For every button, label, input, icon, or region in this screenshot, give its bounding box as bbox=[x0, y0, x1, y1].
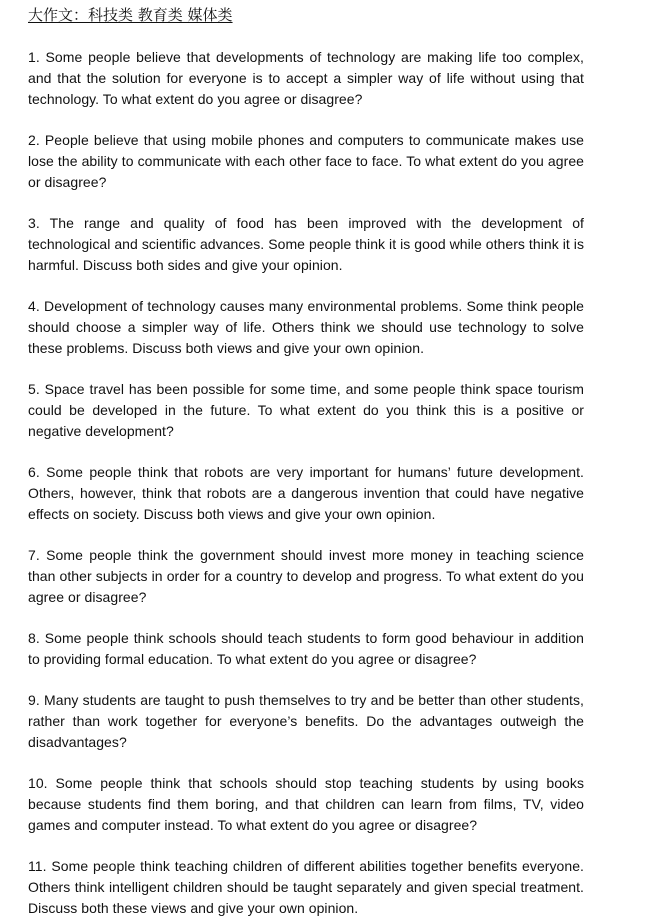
document-heading: 大作文：科技类 教育类 媒体类 bbox=[28, 6, 233, 24]
question-item: 5. Space travel has been possible for some time, and some people think space tourism could be developed in the future. To what extent do you think this is a positive or negative development? bbox=[28, 381, 584, 439]
question-item: 6. Some people think that robots are very important for humans’ future development. Others, however, think that robots are a dangerous invention that could have negative effects on society. Discuss both views and give your own opinion. bbox=[28, 464, 584, 522]
question-item: 4. Development of technology causes many environmental problems. Some think people should choose a simpler way of life. Others think we should use technology to solve these problems. Discuss both views and give your own opinion. bbox=[28, 298, 584, 356]
document-page bbox=[28, 5, 584, 919]
question-list bbox=[28, 47, 584, 919]
question-item: 3. The range and quality of food has been improved with the development of technological and scientific advances. Some people think it is good while others think it is harmful. Discuss both sides and give your opinion. bbox=[28, 215, 584, 273]
question-item: 8. Some people think schools should teach students to form good behaviour in addition to providing formal education. To what extent do you agree or disagree? bbox=[28, 630, 584, 667]
question-item: 10. Some people think that schools should stop teaching students by using books because students find them boring, and that children can learn from films, TV, video games and computer instead. To what extent do you agree or disagree? bbox=[28, 775, 584, 833]
question-item: 11. Some people think teaching children of different abilities together benefits everyone. Others think intelligent children should be taught separately and given special treatment. Discuss both these views and give your own opinion. bbox=[28, 858, 584, 916]
question-item: 9. Many students are taught to push themselves to try and be better than other students, rather than work together for everyone’s benefits. Do the advantages outweigh the disadvantages? bbox=[28, 692, 584, 750]
question-item: 1. Some people believe that developments of technology are making life too complex, and that the solution for everyone is to accept a simpler way of life without using that technology. To what extent do you agree or disagree? bbox=[28, 49, 584, 107]
question-item: 2. People believe that using mobile phones and computers to communicate makes use lose the ability to communicate with each other face to face. To what extent do you agree or disagree? bbox=[28, 132, 584, 190]
question-item: 7. Some people think the government should invest more money in teaching science than other subjects in order for a country to develop and progress. To what extent do you agree or disagree? bbox=[28, 547, 584, 605]
